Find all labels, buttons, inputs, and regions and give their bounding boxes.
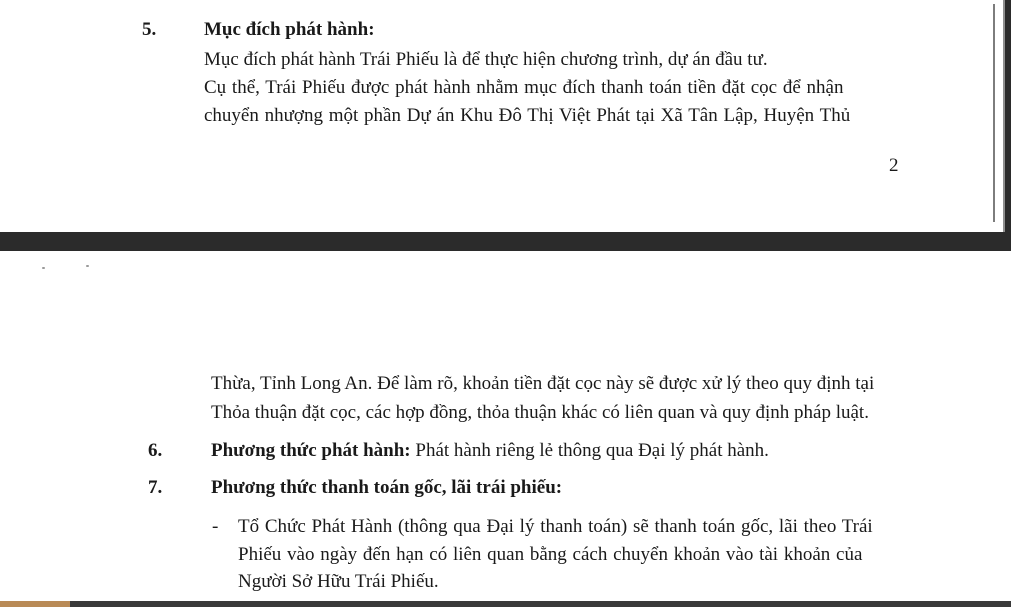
page-number: 2 [889, 155, 899, 176]
section-5-heading: Mục đích phát hành: [204, 19, 375, 40]
section-5-line-1: Mục đích phát hành Trái Phiếu là để thực hiện chương trình, dự án đầu tư. [204, 49, 768, 70]
page-edge-line [993, 4, 995, 222]
scan-speck [86, 265, 89, 267]
section-6-heading: Phương thức phát hành: [211, 440, 411, 461]
section-7-bullet-marker: - [212, 516, 219, 537]
taskbar-fragment [0, 601, 70, 607]
section-5-line-3: chuyển nhượng một phần Dự án Khu Đô Thị Việt Phát tại Xã Tân Lập, Huyện Thủ [204, 105, 851, 126]
document-page-bottom [0, 251, 1011, 601]
continuation-line-1: Thừa, Tỉnh Long An. Để làm rõ, khoản tiền đặt cọc này sẽ được xử lý theo quy định tại [211, 373, 875, 394]
continuation-line-2: Thỏa thuận đặt cọc, các hợp đồng, thỏa thuận khác có liên quan và quy định pháp luật. [211, 402, 869, 423]
section-5-line-2: Cụ thể, Trái Phiếu được phát hành nhằm mục đích thanh toán tiền đặt cọc để nhận [204, 77, 844, 98]
section-7-bullet-line-2: Phiếu vào ngày đến hạn có liên quan bằng cách chuyển khoản vào tài khoản của [238, 544, 863, 565]
section-7-bullet-line-1: Tổ Chức Phát Hành (thông qua Đại lý thanh toán) sẽ thanh toán gốc, lãi theo Trái [238, 516, 873, 537]
section-7-bullet-line-3: Người Sở Hữu Trái Phiếu. [238, 571, 439, 592]
section-6-number: 6. [148, 440, 163, 461]
section-6-line [211, 439, 769, 463]
section-7-heading: Phương thức thanh toán gốc, lãi trái phiếu: [211, 477, 563, 498]
section-5-number: 5. [142, 19, 157, 40]
section-7-number: 7. [148, 477, 163, 498]
window-bottom-strip [0, 601, 1011, 607]
document-page-top [0, 0, 1005, 232]
section-6-text: Phát hành riêng lẻ thông qua Đại lý phát hành. [410, 440, 769, 461]
scan-speck [42, 267, 45, 269]
